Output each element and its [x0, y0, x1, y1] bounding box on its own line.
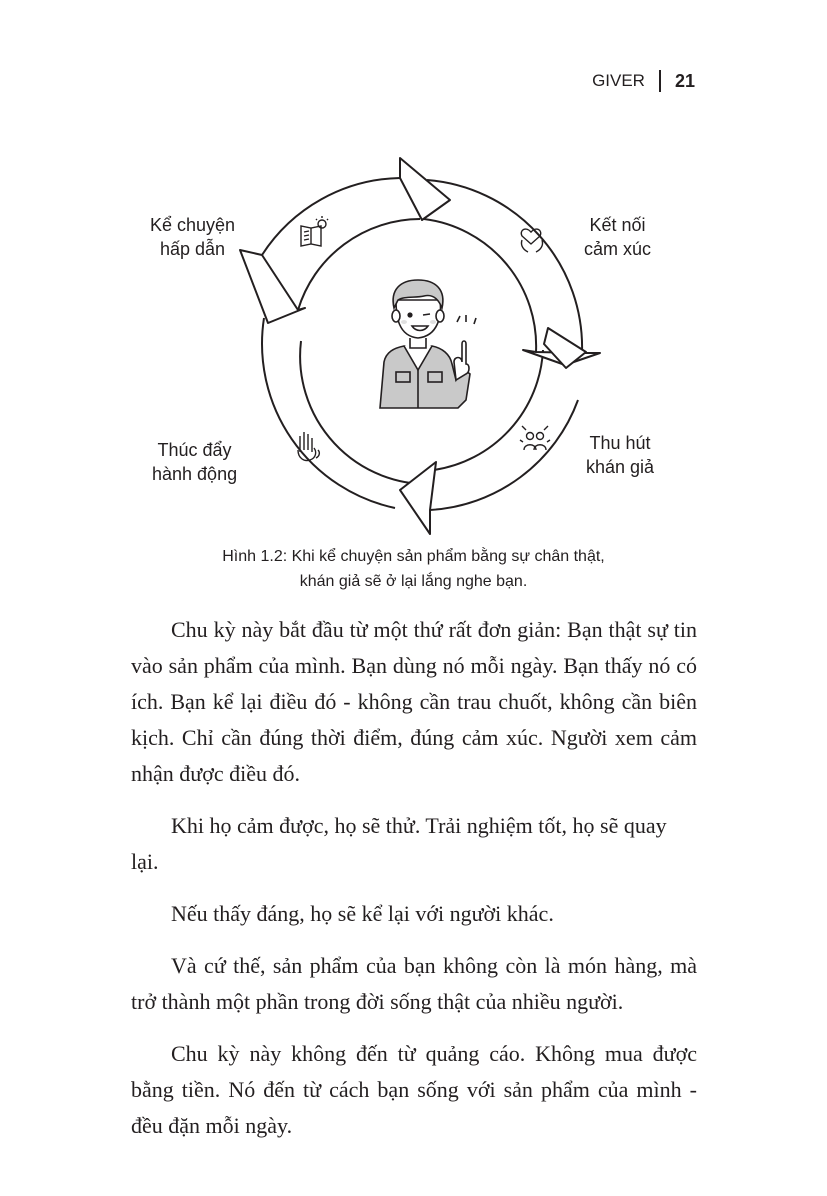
book-idea-icon: [301, 216, 328, 246]
header-divider: [659, 70, 661, 92]
paragraph: Và cứ thế, sản phẩm của bạn không còn là món hàng, mà trở thành một phần trong đời sống thật của nhiều người.: [131, 953, 697, 1014]
hand-wave-icon: [298, 432, 319, 461]
paragraph: Khi họ cảm được, họ sẽ thử. Trải nghiệm tốt, họ sẽ quay lại.: [131, 813, 667, 874]
audience-icon: [520, 426, 550, 450]
stage-label-attract-audience: Thu hút khán giả: [586, 433, 655, 477]
figure-caption: [0, 544, 827, 594]
storytelling-cycle-diagram: [0, 140, 827, 540]
stage-label-storytelling: Kể chuyện hấp dẫn: [150, 215, 236, 259]
presenter-pointing-illustration: [380, 280, 476, 408]
stage-label-drive-action: Thúc đẩy hành động: [152, 440, 238, 484]
body-text: [131, 612, 697, 1160]
caption-line-1: Hình 1.2: Khi kể chuyện sản phẩm bằng sự chân thật,: [222, 548, 605, 565]
page-number: 21: [674, 70, 695, 91]
book-title: GIVER: [592, 71, 645, 90]
cycle-arrows: [0, 140, 827, 540]
running-header: [592, 70, 695, 92]
paragraph: Chu kỳ này bắt đầu từ một thứ rất đơn giản: Bạn thật sự tin vào sản phẩm của mình. Bạn dùng nó mỗi ngày. Bạn thấy nó có ích. Bạn kể lại điều đó - không cần trau chuốt, không cần biên kịch. Chỉ cần đúng thời điểm, đúng cảm xúc. Người xem cảm nhận được điều đó.: [131, 617, 697, 786]
stage-label-emotional-connection: Kết nối cảm xúc: [584, 215, 652, 259]
paragraph: Nếu thấy đáng, họ sẽ kể lại với người khác.: [171, 901, 554, 926]
heart-hands-icon: [521, 229, 542, 252]
caption-line-2: khán giả sẽ ở lại lắng nghe bạn.: [299, 573, 528, 590]
paragraph: Chu kỳ này không đến từ quảng cáo. Không mua được bằng tiền. Nó đến từ cách bạn sống với sản phẩm của mình - đều đặn mỗi ngày.: [131, 1041, 697, 1138]
